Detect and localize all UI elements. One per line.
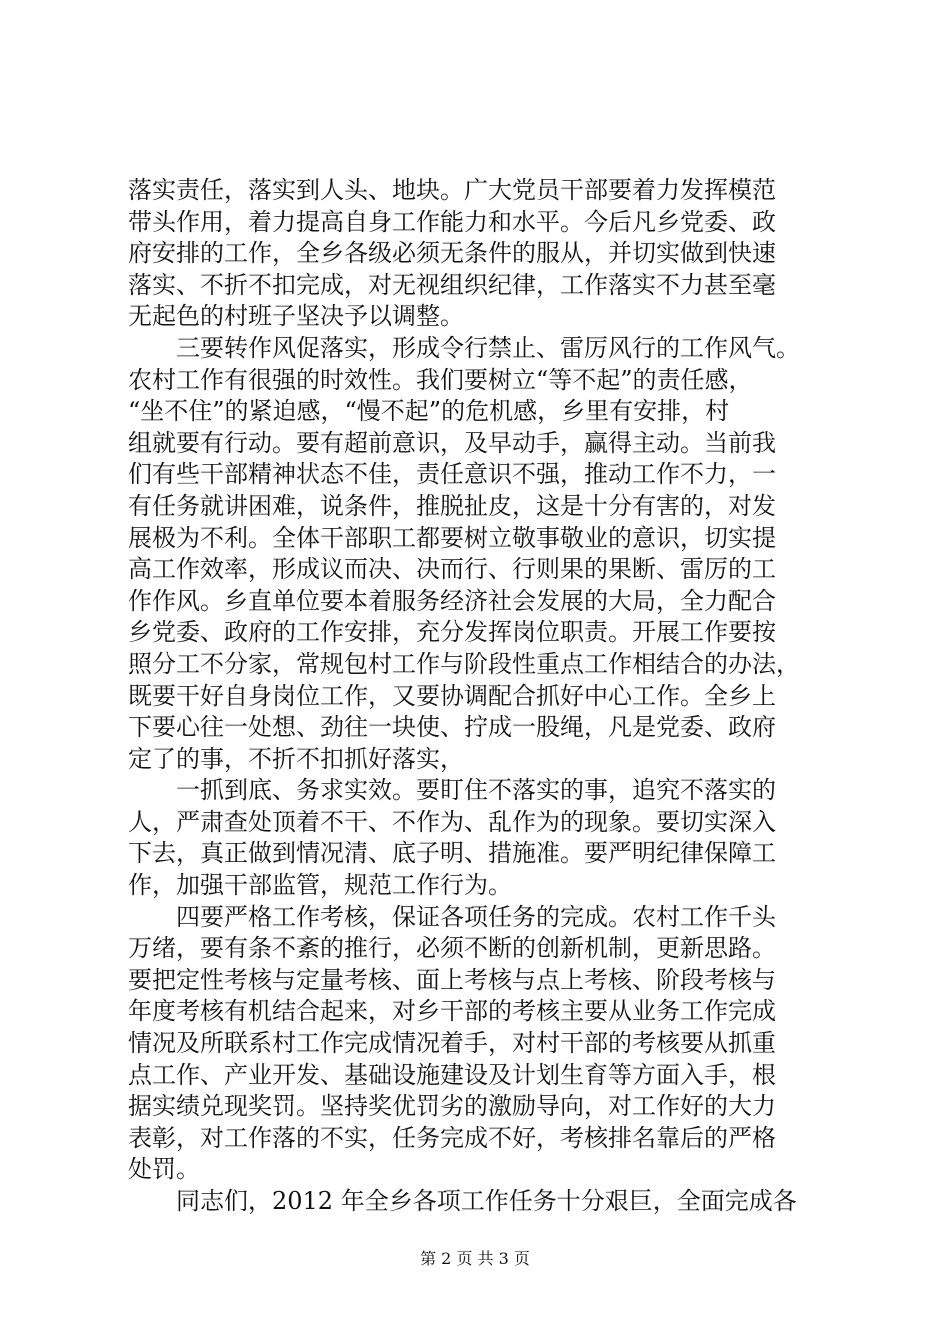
text-line: 带头作用，着力提高自身工作能力和水平。今后凡乡党委、政 xyxy=(128,207,776,236)
text-line: 落实责任，落实到人头、地块。广大党员干部要着力发挥模范 xyxy=(128,176,776,204)
text-line: 同志们，2012 年全乡各项工作任务十分艰巨，全面完成各 xyxy=(128,1187,797,1215)
text-line: 三要转作风促落实，形成令行禁止、雷厉风行的工作风气。 xyxy=(128,333,800,362)
text-line: 作作风。乡直单位要本着服务经济社会发展的大局，全力配合 xyxy=(128,586,776,615)
text-line: 情况及所联系村工作完成情况着手，对村干部的考核要从抓重 xyxy=(128,1029,776,1058)
text-line: 定了的事，不折不扣抓好落实， xyxy=(128,744,464,773)
text-line: 处罚。 xyxy=(128,1155,200,1184)
text-line: 们有些干部精神状态不佳，责任意识不强，推动工作不力，一 xyxy=(128,460,776,489)
text-line: 无起色的村班子坚决予以调整。 xyxy=(128,302,464,331)
text-line: 要把定性考核与定量考核、面上考核与点上考核、阶段考核与 xyxy=(128,965,776,994)
text-line: 据实绩兑现奖罚。坚持奖优罚劣的激励导向，对工作好的大力 xyxy=(128,1092,776,1121)
text-line: 既要干好自身岗位工作，又要协调配合抓好中心工作。全乡上 xyxy=(128,681,776,710)
text-line: 照分工不分家，常规包村工作与阶段性重点工作相结合的办法， xyxy=(128,649,800,678)
text-line: 高工作效率，形成议而决、决而行、行则果的果断、雷厉的工 xyxy=(128,555,776,584)
text-line: 农村工作有很强的时效性。我们要树立“等不起”的责任感， xyxy=(128,365,753,394)
text-line: 点工作、产业开发、基础设施建设及计划生育等方面入手，根 xyxy=(128,1060,776,1089)
text-line: 四要严格工作考核，保证各项任务的完成。农村工作千头 xyxy=(128,902,776,931)
text-line: 展极为不利。全体干部职工都要树立敬事敬业的意识，切实提 xyxy=(128,523,776,552)
text-line: 作，加强干部监管，规范工作行为。 xyxy=(128,871,512,900)
text-line: 表彰，对工作落的不实，任务完成不好，考核排名靠后的严格 xyxy=(128,1123,776,1152)
text-line: “坐不住”的紧迫感，“慢不起”的危机感，乡里有安排，村 xyxy=(128,397,730,426)
text-line: 府安排的工作，全乡各级必须无条件的服从，并切实做到快速 xyxy=(128,239,776,268)
text-line: 组就要有行动。要有超前意识，及早动手，赢得主动。当前我 xyxy=(128,428,776,457)
text-line: 万绪，要有条不紊的推行，必须不断的创新机制，更新思路。 xyxy=(128,934,776,963)
text-line: 有任务就讲困难，说条件，推脱扯皮，这是十分有害的，对发 xyxy=(128,491,776,520)
page-footer: 第 2 页 共 3 页 xyxy=(420,1249,530,1268)
text-line: 一抓到底、务求实效。要盯住不落实的事，追究不落实的 xyxy=(128,776,776,805)
text-line: 下去，真正做到情况清、底子明、措施准。要严明纪律保障工 xyxy=(128,839,776,868)
text-line: 下要心往一处想、劲往一块使、拧成一股绳，凡是党委、政府 xyxy=(128,713,776,742)
document-body xyxy=(128,175,848,1218)
text-line: 落实、不折不扣完成，对无视组织纪律，工作落实不力甚至毫 xyxy=(128,270,776,299)
text-line: 年度考核有机结合起来，对乡干部的考核主要从业务工作完成 xyxy=(128,997,776,1026)
text-line: 人，严肃查处顶着不干、不作为、乱作为的现象。要切实深入 xyxy=(128,807,776,836)
text-line: 乡党委、政府的工作安排，充分发挥岗位职责。开展工作要按 xyxy=(128,618,776,647)
